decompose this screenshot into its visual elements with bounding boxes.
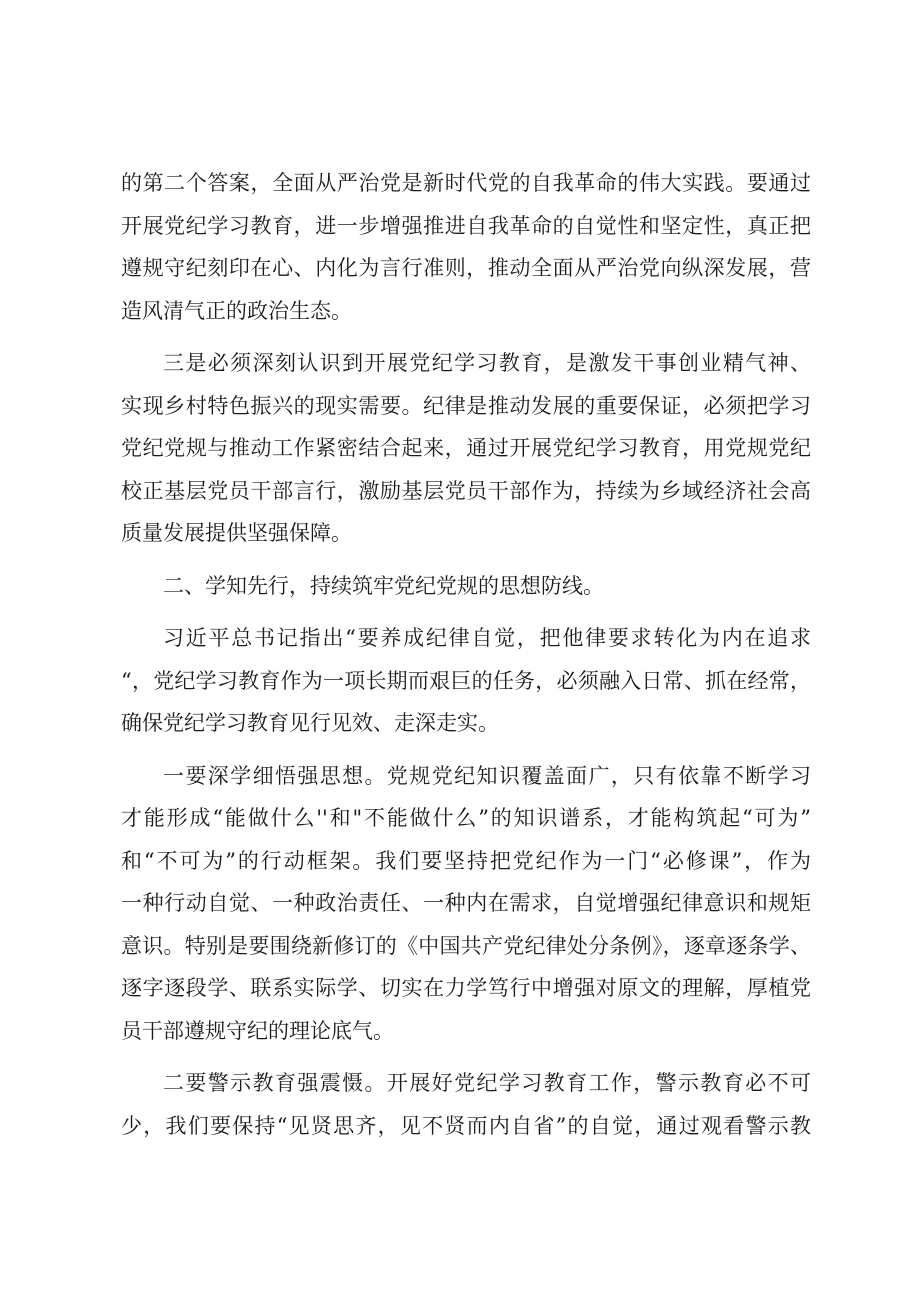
text-line: 实现乡村特色振兴的现实需要。纪律是推动发展的重要保证，必须把学习 <box>121 393 811 418</box>
paragraph-1 <box>121 162 811 332</box>
text-line: 一要深学细悟强思想。党规党纪知识覆盖面广，只有依靠不断学习 <box>163 763 811 788</box>
text-line: 的第二个答案，全面从严治党是新时代党的自我革命的伟大实践。要通过 <box>121 171 811 195</box>
paragraph-3 <box>121 617 811 745</box>
text-line: “，党纪学习教育作为一项长期而艰巨的任务，必须融入日常、抓在经常， <box>121 668 811 693</box>
text-line: 二、学知先行，持续筑牢党纪党规的思想防线。 <box>163 573 604 598</box>
document-body <box>121 162 811 1147</box>
text-line: 意识。特别是要围绕新修订的《中国共产党纪律处分条例》，逐章逐条学、 <box>121 933 811 958</box>
text-line: 遵规守纪刻印在心、内化为言行准则，推动全面从严治党向纵深发展，营 <box>121 256 811 280</box>
text-line: 确保党纪学习教育见行见效、走深走实。 <box>121 711 499 735</box>
paragraph-4 <box>121 755 811 1053</box>
text-line: 才能形成“能做什么''和"不能做什么”的知识谱系，才能构筑起“可为” <box>121 806 811 830</box>
text-line: 少，我们要保持“见贤思齐，见不贤而内自省”的自觉，通过观看警示教 <box>121 1113 811 1138</box>
paragraph-5 <box>121 1062 811 1147</box>
text-line: 二要警示教育强震慑。开展好党纪学习教育工作，警示教育必不可 <box>163 1071 811 1095</box>
text-line: 质量发展提供坚强保障。 <box>121 521 352 545</box>
text-line: 党纪党规与推动工作紧密结合起来，通过开展党纪学习教育，用党规党纪 <box>121 436 811 460</box>
text-line: 造风清气正的政治生态。 <box>121 298 352 323</box>
paragraph-2 <box>121 342 811 555</box>
text-line: 三是必须深刻认识到开展党纪学习教育，是激发干事创业精气神、 <box>163 351 811 375</box>
text-line: 开展党纪学习教育，进一步增强推进自我革命的自觉性和坚定性，真正把 <box>121 213 811 238</box>
text-line: 习近平总书记指出“要养成纪律自觉，把他律要求转化为内在追求 <box>163 626 811 650</box>
section-heading <box>121 565 811 608</box>
text-line: 和“不可为”的行动框架。我们要坚持把党纪作为一门“必修课”，作为 <box>121 848 811 873</box>
text-line: 逐字逐段学、联系实际学、切实在力学笃行中增强对原文的理解，厚植党 <box>121 976 811 1000</box>
text-line: 校正基层党员干部言行，激励基层党员干部作为，持续为乡域经济社会高 <box>121 478 811 503</box>
text-line: 一种行动自觉、一种政治责任、一种内在需求，自觉增强纪律意识和规矩 <box>121 891 811 915</box>
text-line: 员干部遵规守纪的理论底气。 <box>121 1018 394 1043</box>
